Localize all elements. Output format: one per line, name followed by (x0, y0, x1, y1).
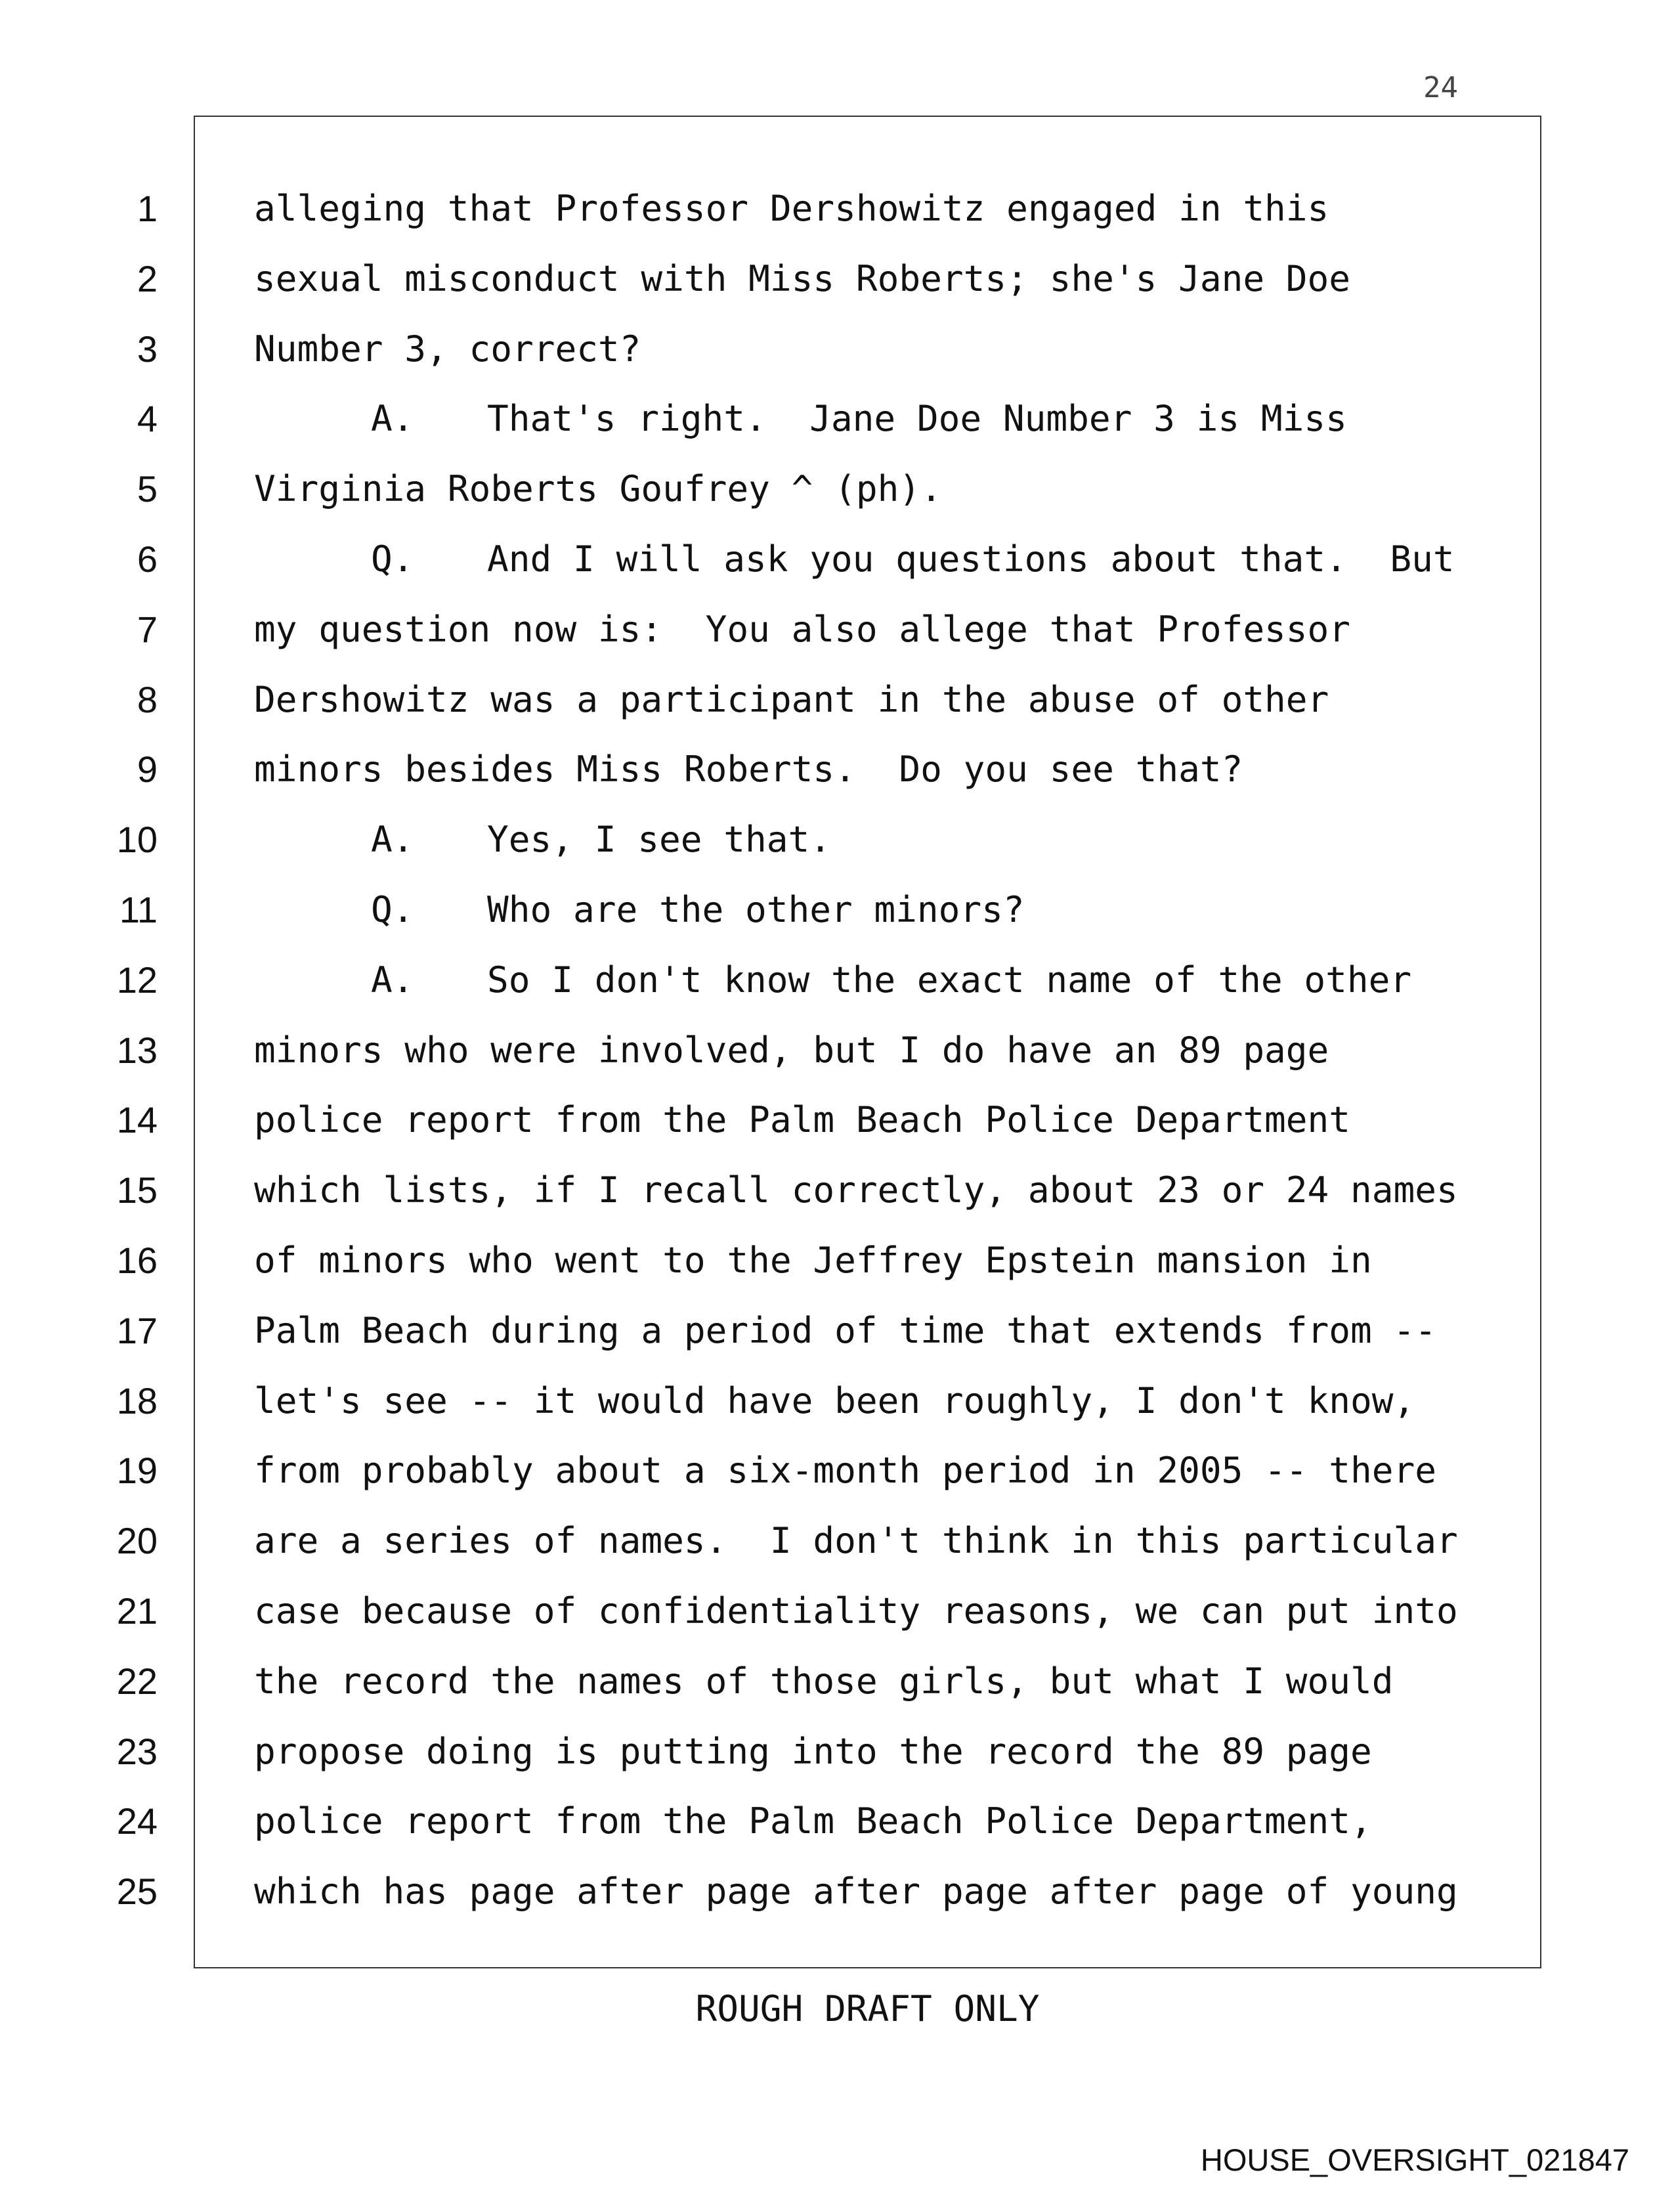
line-text: police report from the Palm Beach Police Department, (254, 1800, 1372, 1842)
line-text: are a series of names. I don't think in this particular (254, 1520, 1458, 1562)
line-text: which has page after page after page after page of young (254, 1871, 1458, 1913)
line-text: which lists, if I recall correctly, about 23 or 24 names (254, 1169, 1458, 1211)
line-content (254, 1647, 1528, 1717)
line-number: 18 (116, 1379, 158, 1421)
line-number: 10 (116, 819, 158, 861)
line-content (254, 1857, 1528, 1927)
line-content (254, 945, 1528, 1016)
transcript-line (0, 1506, 1674, 1576)
line-number: 21 (116, 1590, 158, 1632)
line-number: 20 (116, 1520, 158, 1562)
line-content (254, 1226, 1528, 1296)
line-text: police report from the Palm Beach Police Department (254, 1099, 1351, 1141)
line-content (254, 875, 1528, 945)
line-text: my question now is: You also allege that Professor (254, 608, 1351, 650)
transcript-line (0, 1857, 1674, 1927)
line-content (254, 1296, 1528, 1366)
line-content (254, 1016, 1528, 1086)
line-content (254, 1717, 1528, 1787)
transcript-line (0, 244, 1674, 314)
line-number: 14 (116, 1099, 158, 1141)
transcript-line (0, 174, 1674, 244)
transcript-line (0, 1436, 1674, 1506)
line-number: 15 (116, 1169, 158, 1211)
transcript-line (0, 945, 1674, 1016)
qa-marker: Q. (371, 538, 414, 580)
line-number: 22 (116, 1660, 158, 1702)
line-content (254, 595, 1528, 665)
qa-marker: A. (371, 959, 414, 1001)
transcript-body (0, 174, 1674, 1927)
transcript-line (0, 314, 1674, 385)
line-text: Who are the other minors? (487, 888, 1025, 930)
transcript-line (0, 525, 1674, 595)
line-text: So I don't know the exact name of the other (487, 959, 1412, 1001)
line-text: That's right. Jane Doe Number 3 is Miss (487, 398, 1347, 440)
transcript-line (0, 1296, 1674, 1366)
line-text: Virginia Roberts Goufrey ^ (ph). (254, 468, 942, 510)
line-number: 5 (137, 468, 158, 510)
line-text: minors besides Miss Roberts. Do you see that? (254, 748, 1243, 791)
line-number: 1 (137, 188, 158, 229)
line-text: Number 3, correct? (254, 328, 641, 370)
qa-marker: A. (371, 819, 414, 861)
line-number: 9 (137, 748, 158, 791)
transcript-line (0, 384, 1674, 454)
line-number: 8 (137, 678, 158, 720)
line-text: the record the names of those girls, but what I would (254, 1660, 1394, 1702)
transcript-line (0, 1156, 1674, 1226)
line-content (254, 244, 1528, 314)
transcript-line (0, 1366, 1674, 1437)
line-number: 12 (116, 959, 158, 1001)
line-content (254, 174, 1528, 244)
line-content (254, 665, 1528, 735)
transcript-line (0, 595, 1674, 665)
line-content (254, 1436, 1528, 1506)
line-content (254, 1085, 1528, 1156)
line-content (254, 1506, 1528, 1576)
qa-marker: A. (371, 398, 414, 440)
line-content (254, 1366, 1528, 1437)
line-number: 16 (116, 1239, 158, 1281)
transcript-line (0, 1226, 1674, 1296)
bates-stamp: HOUSE_OVERSIGHT_021847 (1200, 2142, 1629, 2177)
line-content (254, 1156, 1528, 1226)
transcript-line (0, 665, 1674, 735)
line-number: 13 (116, 1029, 158, 1071)
line-text: Dershowitz was a participant in the abuse of other (254, 678, 1329, 720)
line-content (254, 735, 1528, 805)
line-number: 2 (137, 257, 158, 299)
page-number: 24 (1423, 71, 1458, 104)
line-number: 19 (116, 1450, 158, 1492)
line-text: Palm Beach during a period of time that extends from -- (254, 1309, 1437, 1351)
line-text: of minors who went to the Jeffrey Epstein mansion in (254, 1239, 1372, 1281)
line-number: 17 (116, 1309, 158, 1351)
transcript-line (0, 1647, 1674, 1717)
line-text: from probably about a six-month period in 2005 -- there (254, 1450, 1437, 1492)
line-number: 7 (137, 608, 158, 650)
line-content (254, 454, 1528, 525)
rough-draft-notice: ROUGH DRAFT ONLY (695, 1988, 1040, 2029)
line-content (254, 1787, 1528, 1857)
line-number: 23 (116, 1730, 158, 1772)
qa-marker: Q. (371, 888, 414, 930)
line-number: 6 (137, 538, 158, 580)
line-number: 11 (119, 888, 158, 930)
line-text: Yes, I see that. (487, 819, 831, 861)
line-number: 4 (137, 398, 158, 440)
line-content (254, 314, 1528, 385)
transcript-line (0, 1016, 1674, 1086)
line-text: minors who were involved, but I do have an 89 page (254, 1029, 1329, 1071)
transcript-line (0, 805, 1674, 875)
line-number: 24 (116, 1800, 158, 1842)
line-content (254, 1576, 1528, 1647)
line-text: propose doing is putting into the record the 89 page (254, 1730, 1372, 1772)
transcript-line (0, 1787, 1674, 1857)
line-content (254, 805, 1528, 875)
transcript-line (0, 1576, 1674, 1647)
line-text: sexual misconduct with Miss Roberts; she's Jane Doe (254, 257, 1351, 299)
line-text: case because of confidentiality reasons, we can put into (254, 1590, 1458, 1632)
transcript-line (0, 875, 1674, 945)
line-text: let's see -- it would have been roughly, I don't know, (254, 1379, 1415, 1421)
transcript-line (0, 1085, 1674, 1156)
line-number: 25 (116, 1871, 158, 1913)
transcript-line (0, 735, 1674, 805)
line-text: alleging that Professor Dershowitz engaged in this (254, 188, 1329, 229)
line-number: 3 (137, 328, 158, 370)
line-text: And I will ask you questions about that. But (487, 538, 1455, 580)
transcript-line (0, 1717, 1674, 1787)
line-content (254, 525, 1528, 595)
line-content (254, 384, 1528, 454)
transcript-line (0, 454, 1674, 525)
